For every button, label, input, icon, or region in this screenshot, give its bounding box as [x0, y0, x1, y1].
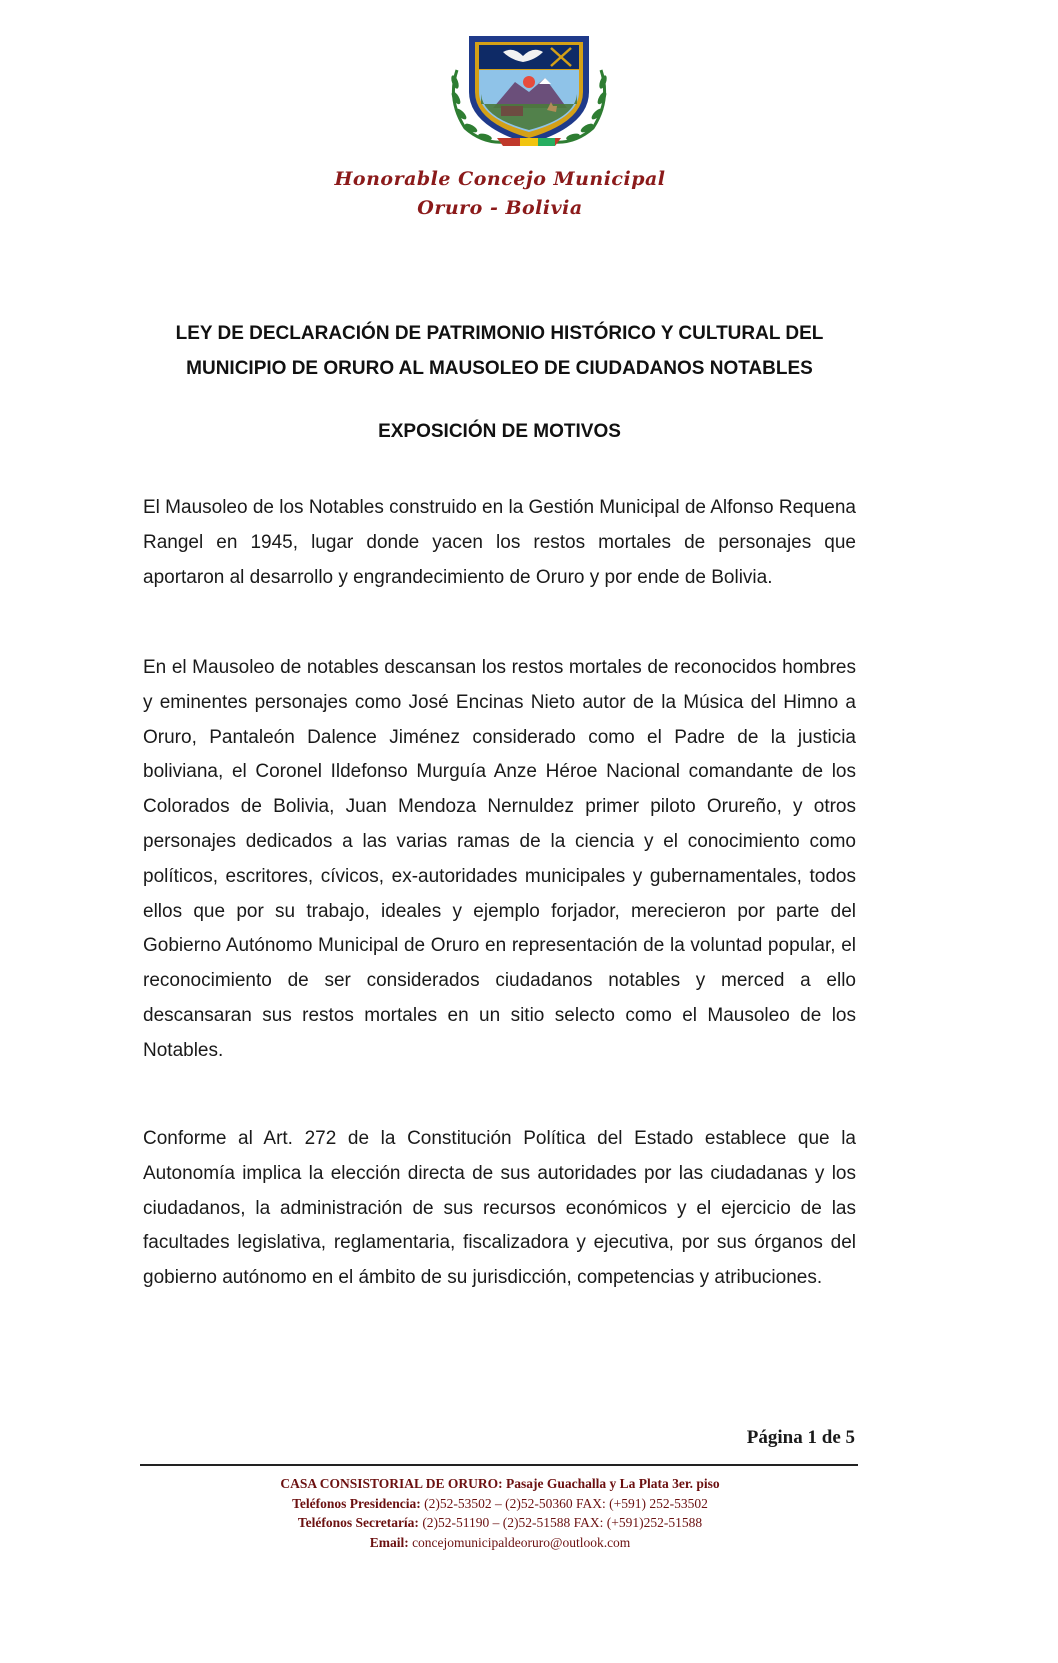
paragraph-3: Conforme al Art. 272 de la Constitución Política del Estado establece que la Autonomía implica la elección directa de sus autoridades por las ciudadanas y los ciudadanos, la administración de sus recursos económicos y el ejercicio de las facultades legislativa, reglamentaria, fiscalizadora y ejecutiva, por sus órganos del gobierno autónomo en el ámbito de su jurisdicción, competencias y atribuciones.: [143, 1128, 856, 1289]
footer-address-line: [0, 1474, 1000, 1494]
footer-phones-presidency-label: Teléfonos Presidencia:: [292, 1495, 421, 1511]
paragraph-1: El Mausoleo de los Notables construido en la Gestión Municipal de Alfonso Requena Rangel en 1945, lugar donde yacen los restos mortales de personajes que aportaron al desarrollo y engrandecimiento de Oruro y por ende de Bolivia.: [143, 497, 856, 588]
law-title: LEY DE DECLARACIÓN DE PATRIMONIO HISTÓRICO Y CULTURAL DEL MUNICIPIO DE ORURO AL MAUSOLEO DE CIUDADANOS NOTABLES: [175, 323, 824, 379]
footer-phones-presidency-value: (2)52-53502 – (2)52-50360 FAX: (+591) 252-53502: [424, 1495, 708, 1511]
footer-phones-presidency-line: [0, 1494, 1000, 1514]
organization-name: Honorable Concejo Municipal: [334, 168, 666, 190]
footer-email-link[interactable]: concejomunicipaldeoruro@outlook.com: [412, 1534, 631, 1550]
footer-email-label: Email:: [369, 1534, 409, 1550]
footer-phones-secretary-line: [0, 1513, 1000, 1533]
municipal-crest-logo: [443, 30, 615, 150]
footer-phones-secretary-label: Teléfonos Secretaría:: [297, 1515, 419, 1530]
footer-contact-block: [0, 1474, 1000, 1552]
footer-address-value: Pasaje Guachalla y La Plata 3er. piso: [505, 1476, 720, 1491]
footer-divider: [140, 1464, 858, 1466]
organization-location: Oruro - Bolivia: [417, 197, 583, 219]
footer-email-line: [0, 1533, 1000, 1553]
page-number: Página 1 de 5: [746, 1427, 855, 1448]
section-title: EXPOSICIÓN DE MOTIVOS: [378, 421, 621, 442]
footer-address-label: CASA CONSISTORIAL DE ORURO:: [280, 1476, 503, 1491]
footer-phones-secretary-value: (2)52-51190 – (2)52-51588 FAX: (+591)252-51588: [422, 1515, 703, 1530]
paragraph-2: En el Mausoleo de notables descansan los restos mortales de reconocidos hombres y eminentes personajes como José Encinas Nieto autor de la Música del Himno a Oruro, Pantaleón Dalence Jiménez considerado como el Padre de la justicia boliviana, el Coronel Ildefonso Murguía Anze Héroe Nacional comandante de los Colorados de Bolivia, Juan Mendoza Nernuldez primer piloto Orureño, y otros personajes dedicados a las varias ramas de la ciencia y el conocimiento como políticos, escritores, cívicos, ex-autoridades municipales y gubernamentales, todos ellos que por su trabajo, ideales y ejemplo forjador, merecieron por parte del Gobierno Autónomo Municipal de Oruro en representación de la voluntad popular, el reconocimiento de ser considerados ciudadanos notables y merced a ello descansaran sus restos mortales en un sitio selecto como el Mausoleo de los Notables.: [143, 657, 856, 1061]
